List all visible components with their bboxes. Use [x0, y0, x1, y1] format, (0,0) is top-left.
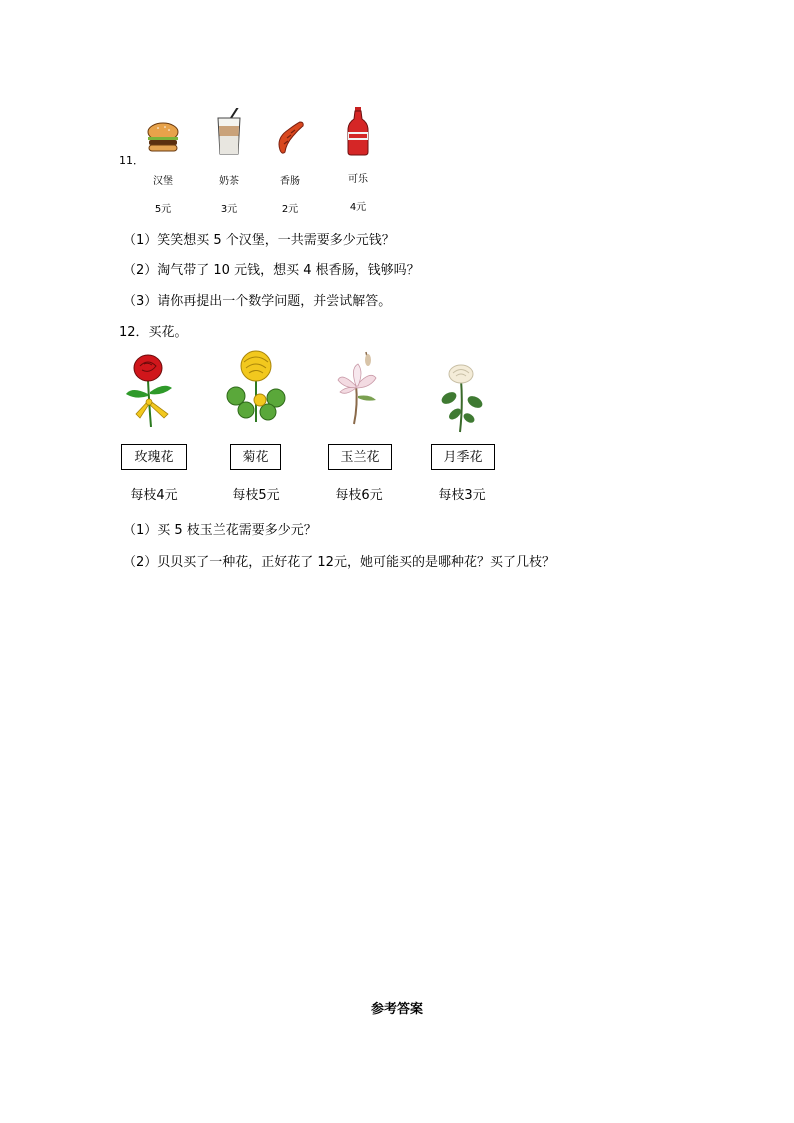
item-name: 汉堡 — [153, 176, 173, 187]
item-price: 2元 — [281, 204, 299, 215]
chrysanthemum-icon — [222, 350, 292, 425]
flower-price: 每枝5元 — [232, 488, 280, 503]
item-cola — [336, 106, 380, 213]
item-price: 3元 — [220, 204, 238, 215]
hamburger-icon — [141, 108, 185, 164]
flower-name-box: 玉兰花 — [328, 444, 392, 470]
item-name: 奶茶 — [219, 176, 239, 187]
question-11-1: （1）笑笑想买 5 个汉堡，一共需要多少元钱？ — [123, 233, 395, 248]
item-milk-tea — [207, 108, 251, 215]
flower-name-box: 月季花 — [431, 444, 495, 470]
flower-price: 每枝3元 — [438, 488, 486, 503]
flower-name-box: 玫瑰花 — [121, 444, 187, 470]
question-11-number: 11． — [119, 154, 144, 167]
answer-heading: 参考答案 — [370, 1002, 423, 1017]
question-11-2: （2）淘气带了 10 元钱，想买 4 根香肠，钱够吗？ — [123, 263, 420, 278]
item-price: 4元 — [349, 202, 367, 213]
question-12-1: （1）买 5 枝玉兰花需要多少元？ — [123, 523, 317, 538]
flower-price: 每枝6元 — [335, 488, 383, 503]
cola-bottle-icon — [336, 106, 380, 162]
item-hamburger — [141, 108, 185, 215]
milk-tea-icon — [207, 108, 251, 164]
rose-icon — [118, 352, 188, 427]
flower-price: 每枝4元 — [130, 488, 178, 503]
china-rose-icon — [429, 360, 499, 435]
flower-name-box: 菊花 — [230, 444, 281, 470]
sausage-icon — [268, 108, 312, 164]
question-12-2: （2）贝贝买了一种花，正好花了 12元，她可能买的是哪种花？买了几枝？ — [123, 555, 555, 570]
item-price: 5元 — [154, 204, 172, 215]
item-name: 可乐 — [348, 174, 368, 185]
question-12-title: 12．买花。 — [119, 325, 188, 340]
question-11-3: （3）请你再提出一个数学问题，并尝试解答。 — [123, 294, 392, 309]
item-sausage — [268, 108, 312, 215]
item-name: 香肠 — [280, 176, 300, 187]
magnolia-icon — [326, 350, 396, 425]
